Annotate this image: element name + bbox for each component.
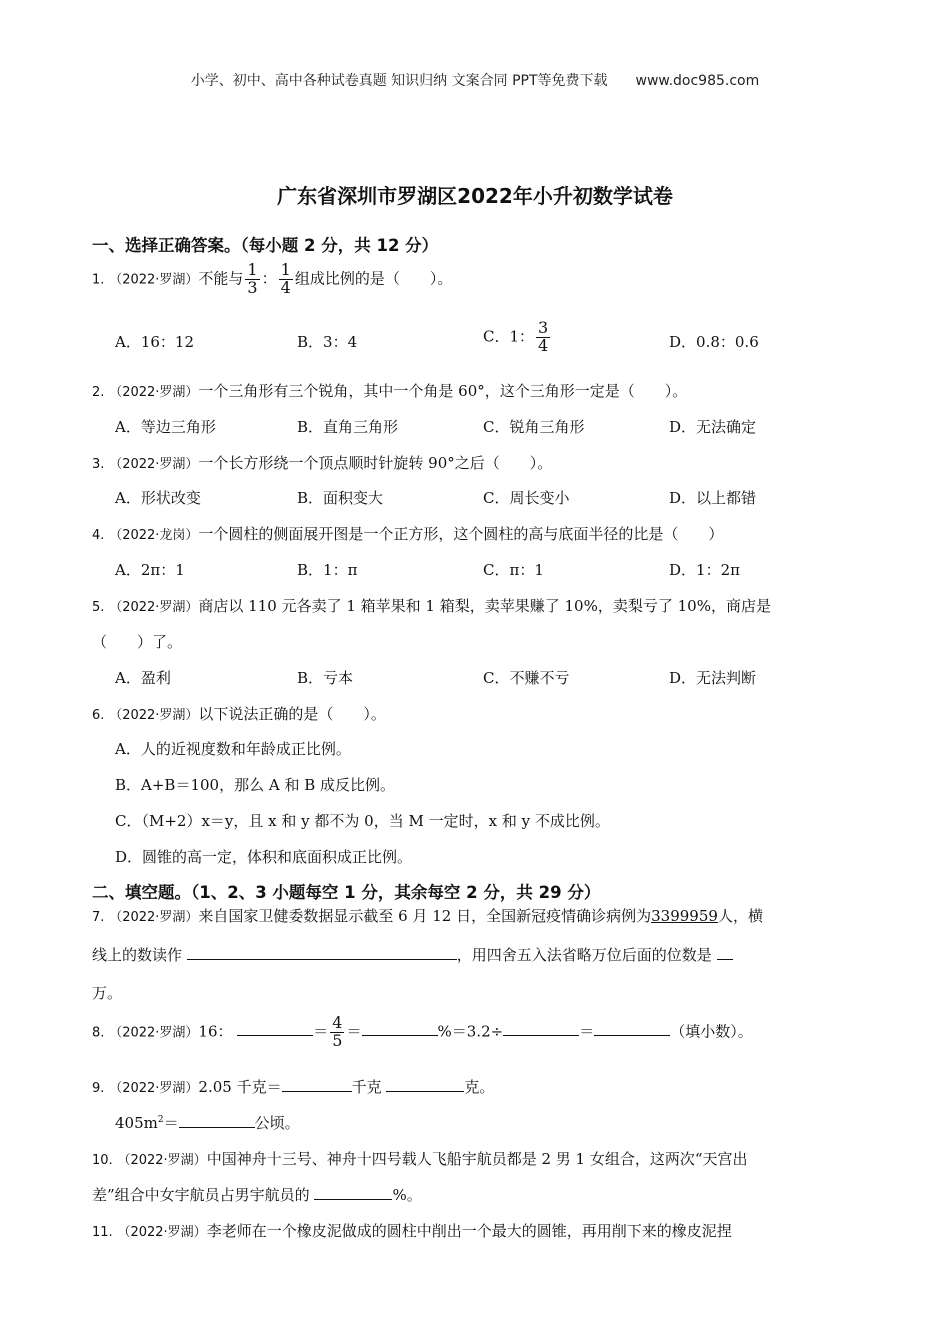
question-number: 1.	[92, 272, 105, 288]
question-8	[92, 1015, 753, 1050]
question-text: ，用四舍五入法省略万位后面的位数是	[456, 946, 712, 964]
answer-blank[interactable]	[314, 1199, 392, 1200]
question-source: （2022·罗湖）	[109, 385, 199, 400]
q6-option-b[interactable]: B．A+B＝100，那么 A 和 B 成反比例。	[115, 776, 396, 794]
question-number: 2.	[92, 385, 105, 400]
question-number: 3.	[92, 457, 105, 472]
q1-option-a[interactable]: A．16：12	[115, 333, 195, 351]
question-number: 6.	[92, 708, 105, 723]
section2-heading: 二、填空题。（1、2、3 小题每空 1 分，其余每空 2 分，共 29 分）	[92, 883, 601, 902]
question-text: 一个三角形有三个锐角，其中一个角是 60°，这个三角形一定是（ ）。	[198, 382, 688, 400]
question-text-end: 克。	[464, 1078, 495, 1096]
case-number: 3399959	[651, 907, 718, 925]
question-source: （2022·罗湖）	[109, 1081, 199, 1096]
option-c-label: C．1：	[483, 327, 535, 346]
header-site-link[interactable]: www.doc985.com	[635, 73, 760, 89]
question-source: （2022·罗湖）	[109, 708, 199, 723]
question-source: （2022·罗湖）	[109, 457, 199, 472]
question-number: 5.	[92, 600, 105, 615]
answer-blank[interactable]	[362, 1035, 438, 1036]
question-source: （2022·罗湖）	[109, 272, 199, 288]
question-text: 线上的数读作	[92, 946, 183, 964]
question-9	[92, 1076, 494, 1097]
q6-option-a[interactable]: A．人的近视度数和年龄成正比例。	[115, 740, 351, 758]
answer-blank[interactable]	[503, 1035, 579, 1036]
question-number: 11.	[92, 1225, 113, 1240]
question-source: （2022·罗湖）	[109, 1025, 199, 1041]
page-title: 广东省深圳市罗湖区2022年小升初数学试卷	[277, 184, 673, 208]
question-7-line3: 万。	[92, 984, 123, 1002]
page-header	[0, 70, 950, 90]
equals-sign: ＝	[163, 1114, 179, 1132]
answer-blank[interactable]	[282, 1091, 352, 1092]
answer-blank[interactable]	[386, 1091, 464, 1092]
question-text: 来自国家卫健委数据显示截至 6 月 12 日，全国新冠疫情确诊病例为	[198, 907, 652, 925]
q3-option-c[interactable]: C．周长变小	[483, 489, 570, 507]
fraction-one-quarter: $\frac{1}{4}$	[280, 260, 291, 297]
question-number: 8.	[92, 1025, 105, 1041]
header-text: 小学、初中、高中各种试卷真题 知识归纳 文案合同 PPT等免费下载	[190, 73, 608, 89]
question-number: 10.	[92, 1153, 113, 1168]
equals-sign: ＝	[313, 1022, 329, 1041]
question-10-line2	[92, 1184, 422, 1205]
question-2	[92, 380, 687, 401]
answer-blank[interactable]	[237, 1035, 313, 1036]
question-number: 4.	[92, 528, 105, 543]
question-10	[92, 1148, 748, 1169]
q5-option-b[interactable]: B．亏本	[297, 669, 354, 687]
equals-sign: ＝	[346, 1022, 362, 1041]
q6-option-c[interactable]: C．（M+2）x＝y，且 x 和 y 都不为 0，当 M 一定时，x 和 y 不成比例。	[115, 812, 610, 830]
question-text: 2.05 千克＝	[198, 1078, 282, 1096]
q3-option-d[interactable]: D．以上都错	[669, 489, 757, 507]
q5-option-c[interactable]: C．不赚不亏	[483, 669, 570, 687]
answer-blank[interactable]	[594, 1035, 670, 1036]
question-text: 商店以 110 元各卖了 1 箱苹果和 1 箱梨，卖苹果赚了 10%，卖梨亏了 10%，商店是	[198, 597, 771, 615]
question-text-end: （填小数）。	[670, 1022, 753, 1041]
question-text: 中国神舟十三号、神舟十四号载人飞船宇航员都是 2 男 1 女组合，这两次“天宫出	[206, 1150, 748, 1168]
q5-option-d[interactable]: D．无法判断	[669, 669, 757, 687]
question-11	[92, 1220, 732, 1241]
q5-option-a[interactable]: A．盈利	[115, 669, 171, 687]
q1-option-d[interactable]: D．0.8：0.6	[669, 333, 759, 351]
question-text: 一个长方形绕一个顶点顺时针旋转 90°之后（ ）。	[198, 454, 553, 472]
ratio-separator: ：	[261, 269, 277, 288]
question-text: 不能与	[198, 269, 244, 288]
question-source: （2022·罗湖）	[117, 1153, 207, 1168]
question-text: 差”组合中女宇航员占男宇航员的	[92, 1186, 310, 1204]
question-3	[92, 452, 552, 473]
equals-sign: ＝	[579, 1022, 595, 1041]
q2-option-c[interactable]: C．锐角三角形	[483, 418, 585, 436]
question-source: （2022·罗湖）	[109, 600, 199, 615]
answer-blank[interactable]	[717, 959, 733, 960]
question-text: 以下说法正确的是（ ）。	[198, 705, 386, 723]
question-number: 9.	[92, 1081, 105, 1096]
question-4	[92, 523, 723, 544]
question-source: （2022·罗湖）	[117, 1225, 207, 1240]
q1-option-c[interactable]	[483, 320, 552, 355]
q6-option-d[interactable]: D．圆锥的高一定，体积和底面积成正比例。	[115, 848, 413, 866]
question-text: 405m	[115, 1114, 158, 1132]
q4-option-a[interactable]: A．2π：1	[115, 561, 185, 579]
question-text: 16：	[198, 1022, 233, 1041]
fraction-one-third: $\frac{1}{3}$	[247, 260, 258, 297]
q2-option-d[interactable]: D．无法确定	[669, 418, 757, 436]
fraction-three-quarters: $\frac{3}{4}$	[538, 318, 549, 355]
question-number: 7.	[92, 910, 105, 925]
q2-option-b[interactable]: B．直角三角形	[297, 418, 399, 436]
question-text-end: 组成比例的是（ ）。	[294, 269, 453, 288]
superscript: 2	[157, 1115, 164, 1125]
section1-heading: 一、选择正确答案。（每小题 2 分，共 12 分）	[92, 236, 439, 255]
answer-blank[interactable]	[179, 1127, 255, 1128]
question-text-end: %。	[392, 1186, 422, 1204]
question-9-line2	[115, 1112, 300, 1133]
question-7-line2	[92, 944, 733, 965]
q2-option-a[interactable]: A．等边三角形	[115, 418, 216, 436]
question-5	[92, 595, 771, 616]
q3-option-a[interactable]: A．形状改变	[115, 489, 201, 507]
question-7	[92, 905, 763, 926]
question-text: 一个圆柱的侧面展开图是一个正方形，这个圆柱的高与底面半径的比是（ ）	[198, 525, 724, 543]
question-text: 千克	[351, 1078, 382, 1096]
q3-option-b[interactable]: B．面积变大	[297, 489, 384, 507]
question-source: （2022·罗湖）	[109, 910, 199, 925]
question-text-end: 公顷。	[254, 1114, 300, 1132]
question-1	[92, 262, 452, 297]
question-5-continued: （ ）了。	[92, 633, 183, 651]
q4-option-d[interactable]: D．1：2π	[669, 561, 740, 579]
question-6	[92, 703, 386, 724]
question-text: %＝3.2÷	[437, 1022, 504, 1041]
fraction-four-fifths: $\frac{4}{5}$	[332, 1013, 343, 1050]
q1-option-b[interactable]: B．3：4	[297, 333, 358, 351]
answer-blank[interactable]	[187, 959, 457, 960]
question-text: 李老师在一个橡皮泥做成的圆柱中削出一个最大的圆锥，再用削下来的橡皮泥捏	[206, 1222, 732, 1240]
q4-option-c[interactable]: C．π：1	[483, 561, 544, 579]
q4-option-b[interactable]: B．1：π	[297, 561, 358, 579]
question-text-end: 人，横	[717, 907, 763, 925]
question-source: （2022·龙岗）	[109, 528, 199, 543]
